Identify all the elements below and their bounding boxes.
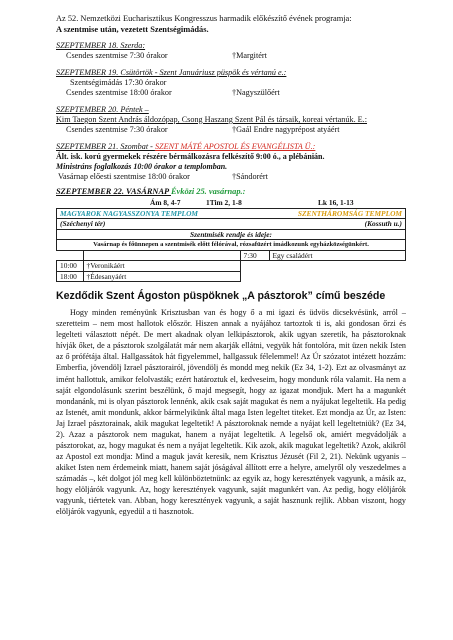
day-header: SZEPTEMBER 20. Péntek –: [56, 104, 149, 114]
table-row: [57, 261, 406, 272]
intro: [56, 14, 406, 35]
church-right-location: (Kossuth u.): [240, 219, 406, 230]
sunday-mass-table: [56, 208, 406, 283]
adoration-time: Szentségimádás 17:30 órakor: [70, 78, 167, 88]
readings: [56, 198, 406, 208]
mass-row: [56, 51, 406, 61]
mass-intention: †Sándorért: [232, 171, 268, 181]
reading-1: Ám 8, 4-7: [150, 197, 181, 207]
mass-time: 7:30: [240, 250, 269, 261]
mass-intention: Egy családért: [269, 250, 406, 261]
day-header: SZEPTEMBER 21. Szombat - SZENT MÁTÉ APOSTOL ÉS EVANGÉLISTA Ü.:: [56, 141, 316, 151]
day-wednesday: [56, 41, 406, 62]
confirmation-note: Ált. isk. korú gyermekek részére bérmálkozásra felkészítő 9:00 ó., a plébánián.: [56, 151, 325, 161]
bulletin-page: [56, 14, 406, 517]
table-row: [57, 271, 406, 282]
day-thursday: [56, 68, 406, 99]
day-header: SZEPTEMBER 18. Szerda:: [56, 41, 146, 51]
table-row: [57, 250, 406, 261]
mass-intention: †Nagyszülőért: [232, 88, 280, 98]
sunday-header: SZEPTEMBER 22. VASÁRNAP Évközi 25. vasárnap.:: [56, 187, 246, 197]
mass-row: [56, 78, 406, 88]
sunday-feast: Évközi 25. vasárnap.:: [170, 187, 246, 197]
mass-intention: †Margitért: [232, 51, 267, 61]
church-left-location: (Széchenyi tér): [57, 219, 241, 230]
day-friday: [56, 105, 406, 136]
mass-order-heading: Szentmisék rendje és ideje:: [57, 229, 406, 240]
reading-2: 1Tim 2, 1-8: [206, 197, 242, 207]
mass-time: Csendes szentmise 18:00 órakor: [66, 88, 172, 98]
mass-row: [56, 88, 406, 98]
day-header: SZEPTEMBER 19. Csütörtök - Szent Januáriusz püspök és vértanú e.:: [56, 67, 287, 77]
mass-time: Csendes szentmise 7:30 órakor: [66, 125, 168, 135]
mass-intention: †Gaál Endre nagyprépost atyáért: [232, 125, 340, 135]
mass-intention: †Édesanyáért: [83, 271, 240, 282]
intro-highlight: A szentmise után, vezetett Szentségimádás.: [56, 24, 209, 34]
intro-line: Az 52. Nemzetközi Eucharisztikus Kongresszus harmadik előkészítő évének programja:: [56, 14, 352, 23]
feast-name: SZENT MÁTÉ APOSTOL ÉS EVANGÉLISTA Ü.:: [154, 141, 316, 151]
rosary-note: Vasárnap és főünnepen a szentmisék előtt félórával, rózsafüzért imádkozunk egyházközségünkért.: [57, 240, 406, 251]
mass-time: 10:00: [57, 261, 84, 272]
mass-intention: †Veronikáért: [83, 261, 240, 272]
feast-title: Kim Taegon Szent András áldozópap, Csong Haszang Szent Pál és társaik, koreai vértanúk. E.:: [56, 114, 368, 124]
altar-server-note: Ministráns foglalkozás 10:00 órakor a templomban.: [56, 161, 228, 171]
article-title: Kezdődik Szent Ágoston püspöknek „A pásztorok” című beszéde: [56, 290, 386, 303]
mass-time: 18:00: [57, 271, 84, 282]
church-right: SZENTHÁROMSÁG TEMPLOM: [240, 208, 406, 219]
article-body: Hogy minden reményünk Krisztusban van és hogy ő a mi igazi és üdvös dicsekvésünk, arról – szeretteim – nem most hallotok először. Hiszen annak a nyájához tartoztok ti is, aki gondosan őrzi és legelteti választott népét. De mert akadnak olyan lelkipásztorok, akik ugyan szeretik, ha pásztoroknak hívják őket, de a pásztorok szolgálatát már nem akarják ellátni, vegyük hát fontolóra, mit üzen nekik Isten az ő prófétája által. Hallgassátok hát figyelemmel, hallgassuk félelemmel! Az Úr szózatot intézett hozzám: Emberfia, jövendölj Izrael pásztorairól, jövendölj és mondd meg nekik (Ez 34, 1-2). Ezt az olvasmányt az imént hallottuk, amikor felolvasták; ezért határoztuk el, kedveseim, hogy mondunk róla valamit. Ha nem a saját elgondolásunk szerint beszélünk, ő majd megsegít, hogy az igazat mondjuk. Mert ha a magunkét mondanánk, mi is olyan pásztorok lennénk, akik csak saját magukat és nem a nyájukat legeltetik. Ha pedig az Istenét, amit mondunk, akkor bármelyikünk által maga Isten legeltet titeket. Ezt mondja az Úr, az Isten: Jaj Izrael pásztorainak, akik magukat legeltetik! A pásztoroknak nemde a nyájat kell legeltetniük? (Ez 34, 2). Azaz a pásztorok nem magukat, hanem a nyájat legeltetik. A legelső ok, amiért megvádolják a pásztorokat, az, hogy magukat és nem a nyájat legeltetik. Kik azok, akik magukat legeltetik? Azok, akikről az Apostol ezt mondja: Mind a maguk javát keresik, nem Krisztus Jézusét (Fil 2, 21). Nekünk ugyanis – akiket Isten nem érdemeink miatt, hanem saját jóságával állított erre a helyre, amelyről oly veszedelmes a számadás –, két dolgot jól meg kell különböztetnünk: az egyik az, hogy keresztények vagyunk, a másik az, hogy elöljárók vagyunk. Az, hogy keresztények vagyunk, saját magunkért van. Az pedig, hogy elöljárók vagyunk, tiértetek van. Abban, hogy keresztények vagyunk, a saját hasznunk rejlik. Abban viszont, hogy elöljárók vagyunk, egyedül a ti hasznotok.: [56, 308, 406, 517]
church-left: MAGYAROK NAGYASSZONYA TEMPLOM: [57, 208, 241, 219]
day-saturday: [56, 142, 406, 183]
mass-time: Csendes szentmise 7:30 órakor: [66, 51, 168, 61]
mass-row: [56, 125, 406, 135]
mass-time: Vasárnap előesti szentmise 18:00 órakor: [58, 171, 190, 181]
gospel: Lk 16, 1-13: [318, 197, 354, 207]
mass-row: [56, 172, 406, 182]
